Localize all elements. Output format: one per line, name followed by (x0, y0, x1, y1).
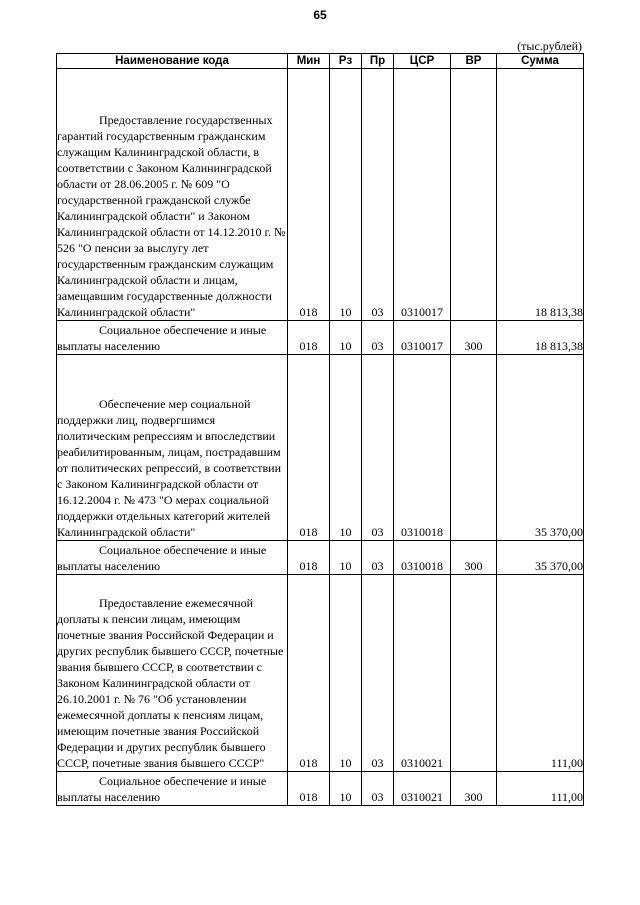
row-csr: 0310021 (394, 772, 451, 806)
row-min: 018 (288, 772, 330, 806)
row-pr: 03 (362, 321, 394, 355)
table-header-row (57, 54, 584, 69)
row-vr (451, 69, 497, 321)
table-row (57, 772, 584, 806)
row-pr: 03 (362, 69, 394, 321)
row-vr (451, 355, 497, 541)
row-min: 018 (288, 321, 330, 355)
row-sum: 35 370,00 (497, 355, 584, 541)
row-csr: 0310017 (394, 321, 451, 355)
row-sum: 18 813,38 (497, 69, 584, 321)
row-csr: 0310017 (394, 69, 451, 321)
row-name: Предоставление ежемесячной доплаты к пенсии лицам, имеющим почетные звания Российской Федерации и других республик бывшего СССР, почетные звания бывшего СССР, в соответствии с Законом Калининградской области от 26.10.2001 г. № 76 "Об установлении ежемесячной доплаты к пенсиям лицам, имеющим почетные звания Российской Федерации и других республик бывшего СССР, почетные звания бывшего СССР" (57, 575, 288, 772)
table-row (57, 69, 584, 321)
header-vr: ВР (451, 54, 497, 69)
table-row (57, 575, 584, 772)
row-pr: 03 (362, 772, 394, 806)
row-rz: 10 (330, 321, 362, 355)
table-row (57, 541, 584, 575)
row-vr: 300 (451, 321, 497, 355)
row-csr: 0310018 (394, 541, 451, 575)
row-min: 018 (288, 575, 330, 772)
header-name: Наименование кода (57, 54, 288, 69)
row-min: 018 (288, 69, 330, 321)
row-rz: 10 (330, 355, 362, 541)
row-sum: 18 813,38 (497, 321, 584, 355)
table-row (57, 321, 584, 355)
row-min: 018 (288, 541, 330, 575)
row-name: Социальное обеспечение и иные выплаты населению (57, 541, 288, 575)
header-csr: ЦСР (394, 54, 451, 69)
row-rz: 10 (330, 69, 362, 321)
units-note: (тыс.рублей) (517, 39, 582, 53)
row-pr: 03 (362, 355, 394, 541)
row-csr: 0310018 (394, 355, 451, 541)
table-row (57, 355, 584, 541)
row-rz: 10 (330, 772, 362, 806)
header-sum: Сумма (497, 54, 584, 69)
row-pr: 03 (362, 541, 394, 575)
row-vr (451, 575, 497, 772)
row-sum: 35 370,00 (497, 541, 584, 575)
row-rz: 10 (330, 541, 362, 575)
row-sum: 111,00 (497, 772, 584, 806)
row-name: Предоставление государственных гарантий государственным гражданским служащим Калининградской области, в соответствии с Законом Калининградской области от 28.06.2005 г. № 609 "О государственной гражданской службе Калининградской области" и Законом Калининградской области от 14.12.2010 г. № 526 "О пенсии за выслугу лет государственным гражданским служащим Калининградской области и лицам, замещавшим государственные должности Калининградской области" (57, 69, 288, 321)
row-pr: 03 (362, 575, 394, 772)
row-sum: 111,00 (497, 575, 584, 772)
budget-table (56, 53, 584, 806)
page-number: 65 (313, 8, 327, 22)
row-csr: 0310021 (394, 575, 451, 772)
row-vr: 300 (451, 772, 497, 806)
row-min: 018 (288, 355, 330, 541)
row-name: Социальное обеспечение и иные выплаты населению (57, 321, 288, 355)
row-rz: 10 (330, 575, 362, 772)
header-min: Мин (288, 54, 330, 69)
header-rz: Рз (330, 54, 362, 69)
row-name: Обеспечение мер социальной поддержки лиц, подвергшимся политическим репрессиям и впоследствии реабилитированным, лицам, пострадавшим от политических репрессий, в соответствии с Законом Калининградской области от 16.12.2004 г. № 473 "О мерах социальной поддержки отдельных категорий жителей Калининградской области" (57, 355, 288, 541)
row-name: Социальное обеспечение и иные выплаты населению (57, 772, 288, 806)
row-vr: 300 (451, 541, 497, 575)
header-pr: Пр (362, 54, 394, 69)
